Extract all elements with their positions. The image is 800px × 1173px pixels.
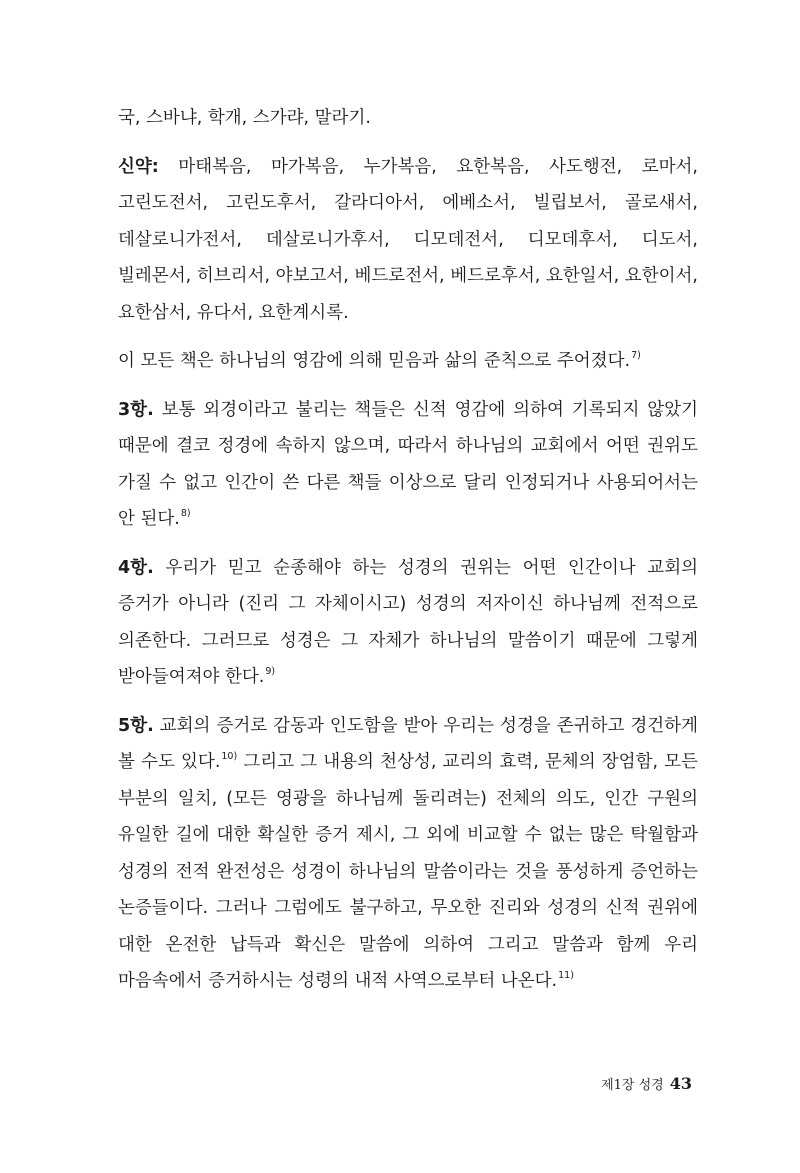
paragraph-ot-list-end xyxy=(118,100,698,137)
paragraph-text: 교회의 증거로 감동과 인도함을 받아 우리는 성경을 존귀하고 경건하게 볼 수도 있다. xyxy=(118,715,698,772)
paragraph-article-4 xyxy=(118,550,698,696)
paragraph-new-testament xyxy=(118,149,698,332)
footnote-ref[interactable]: 11) xyxy=(558,970,574,981)
paragraph-text: 보통 외경이라고 불리는 책들은 신적 영감에 의하여 기록되지 않았기 때문에 결코 정경에 속하지 않으며, 따라서 하나님의 교회에서 어떤 권위도 가질 수 없고 인간이 쓴 다른 책들 이상으로 달리 인정되거나 사용되어서는 안 된다. xyxy=(118,399,698,529)
paragraph-lead: 신약: xyxy=(118,156,159,177)
paragraph-text: 그리고 그 내용의 천상성, 교리의 효력, 문체의 장엄함, 모든 부분의 일치, (모든 영광을 하나님께 돌리려는) 전체의 의도, 인간 구원의 유일한 길에 대한 확실한 증거 제시, 그 외에 비교할 수 없는 많은 탁월함과 성경의 전적 완전성은 성경이 하나님의 말씀이라는 것을 풍성하게 증언하는 논증들이다. 그러나 그럼에도 불구하고, 무오한 진리와 성경의 신적 권위에 대한 온전한 납득과 확신은 말씀에 의하여 그리고 말씀과 함께 우리 마음속에서 증거하시는 성령의 내적 사역으로부터 나온다. xyxy=(118,752,698,991)
body-text xyxy=(118,100,698,1012)
footnote-ref[interactable]: 10) xyxy=(221,751,238,762)
paragraph-text: 이 모든 책은 하나님의 영감에 의해 믿음과 삶의 준칙으로 주어졌다. xyxy=(118,351,631,371)
paragraph-lead: 5항. xyxy=(118,715,154,736)
paragraph-article-3 xyxy=(118,392,698,538)
paragraph-text: 국, 스바냐, 학개, 스가랴, 말라기. xyxy=(118,108,371,128)
page-footer xyxy=(601,1074,692,1093)
paragraph-lead: 3항. xyxy=(118,399,154,420)
paragraph-inspiration xyxy=(118,343,698,380)
paragraph-article-5 xyxy=(118,708,698,1000)
running-head-chapter: 제1장 성경 xyxy=(601,1078,664,1093)
paragraph-text: 우리가 믿고 순종해야 하는 성경의 권위는 어떤 인간이나 교회의 증거가 아니라 (진리 그 자체이시고) 성경의 저자이신 하나님께 전적으로 의존한다. 그러므로 성경은 그 자체가 하나님의 말씀이기 때문에 그렇게 받아들여져야 한다. xyxy=(118,557,698,687)
footnote-ref[interactable]: 9) xyxy=(265,666,276,677)
page-number: 43 xyxy=(669,1074,692,1093)
paragraph-text: 마태복음, 마가복음, 누가복음, 요한복음, 사도행전, 로마서, 고린도전서, 고린도후서, 갈라디아서, 에베소서, 빌립보서, 골로새서, 데살로니가전서, 데살로니가후서, 디모데전서, 디모데후서, 디도서, 빌레몬서, 히브리서, 야보고서, 베드로전서, 베드로후서, 요한일서, 요한이서, 요한삼서, 유다서, 요한계시록. xyxy=(118,156,698,323)
footnote-ref[interactable]: 8) xyxy=(180,508,191,519)
paragraph-lead: 4항. xyxy=(118,557,154,578)
footnote-ref[interactable]: 7) xyxy=(631,350,641,361)
